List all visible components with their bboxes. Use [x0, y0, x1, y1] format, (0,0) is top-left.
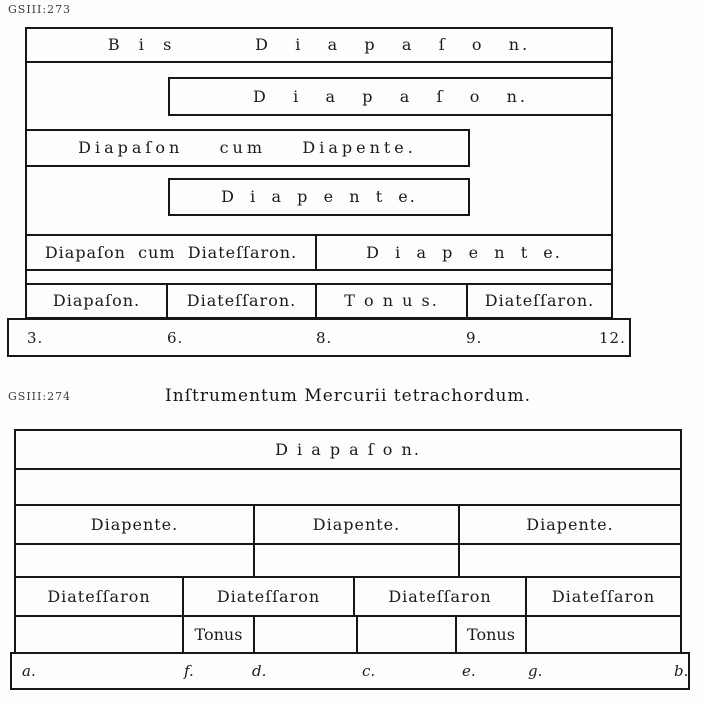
- fig1-box-diapente-upper: [168, 178, 470, 216]
- fig1-number-strip: [7, 318, 631, 357]
- fig1-diapason-label: D i a p a ſ o n.: [252, 86, 528, 106]
- fig1-box-bis-diapason: [25, 27, 613, 63]
- fig2-row-diapason: [16, 431, 680, 470]
- fig2-row-diapente: [16, 506, 680, 545]
- fig2-letter-strip: [10, 652, 690, 690]
- fig1-number-6: 6.: [167, 328, 184, 347]
- fig1-cell-diatessaron-1: [168, 285, 317, 317]
- fig2-letter-c: c.: [362, 662, 376, 680]
- fig1-cell-tonus-label: T o n u s.: [344, 291, 439, 310]
- fig1-row-sixth: [25, 283, 613, 319]
- fig1-cell-diatessaron-2: [468, 285, 611, 317]
- fig2-cell-diapente-2: [255, 506, 460, 543]
- fig2-row-empty-upper: [16, 470, 680, 506]
- fig1-box-diapason: [168, 77, 613, 116]
- fig2-letter-a: a.: [22, 662, 36, 680]
- fig2-letter-d: d.: [252, 662, 267, 680]
- figure1-outer-frame: [25, 27, 613, 319]
- fig2-letter-f: f.: [184, 662, 194, 680]
- fig2-empty-cell-1: [16, 545, 255, 576]
- fig2-row-diatessaron: [16, 578, 680, 617]
- fig1-box-diapason-cum-diapente: [25, 129, 470, 167]
- fig2-diatessaron-4-label: Diateſſaron: [551, 586, 656, 606]
- fig1-bis-diapason-label: B i s D i a p a ſ o n.: [107, 35, 531, 54]
- fig2-empty-cell-2: [255, 545, 460, 576]
- fig1-diapason-cum-diapente-label: Diapaſon cum Diapente.: [78, 138, 417, 157]
- figure2-table: [14, 429, 682, 655]
- fig2-cell-diatessaron-1: [16, 578, 184, 615]
- fig2-cell-diapente-1: [16, 506, 255, 543]
- fig2-diatessaron-2-label: Diateſſaron: [216, 586, 321, 606]
- fig1-cell-diapente-lower: [317, 236, 611, 269]
- fig2-cell-diatessaron-4: [527, 578, 680, 615]
- fig2-tonus-row-empty-4: [527, 617, 680, 653]
- fig1-cell-diatessaron-2-label: Diateſſaron.: [484, 291, 595, 310]
- fig1-cell-diapason-label: Diapaſon.: [52, 291, 141, 310]
- fig2-letter-b: b.: [674, 662, 689, 680]
- fig2-diatessaron-3-label: Diateſſaron: [388, 586, 492, 606]
- fig1-number-9: 9.: [466, 328, 483, 347]
- fig1-number-3: 3.: [27, 328, 44, 347]
- fig2-letter-e: e.: [462, 662, 476, 680]
- fig2-tonus-row-empty-3: [358, 617, 457, 653]
- fig2-letter-g: g.: [528, 662, 543, 680]
- figure2-ref-label: GSIII:274: [8, 390, 72, 403]
- fig2-cell-tonus-right: [457, 617, 527, 653]
- fig1-cell-diatessaron-1-label: Diateſſaron.: [186, 291, 297, 310]
- fig2-tonus-row-empty-1: [16, 617, 184, 653]
- fig2-tonus-right-label: Tonus: [467, 625, 515, 644]
- fig1-diapente-upper-label: D i a p e n t e.: [221, 187, 417, 206]
- fig2-diapente-3-label: Diapente.: [526, 514, 614, 534]
- fig2-cell-tonus-left: [184, 617, 255, 653]
- fig2-tonus-left-label: Tonus: [194, 625, 243, 644]
- fig1-number-8: 8.: [316, 328, 333, 347]
- fig1-number-12: 12.: [599, 328, 626, 347]
- fig2-cell-diatessaron-2: [184, 578, 355, 615]
- fig2-cell-diatessaron-3: [355, 578, 527, 615]
- fig2-diapente-2-label: Diapente.: [312, 514, 401, 534]
- fig2-diapason-label: D i a p a ſ o n.: [275, 439, 421, 459]
- fig1-cell-diapason: [27, 285, 168, 317]
- figure1-ref-label: GSIII:273: [8, 3, 72, 16]
- fig1-row-fifth: [25, 234, 613, 271]
- fig1-diapente-lower-label: D i a p e n t e.: [366, 242, 562, 262]
- fig1-diapason-cum-diatessaron-label: Diapaſon cum Diateſſaron.: [44, 242, 298, 262]
- fig2-cell-diapente-3: [460, 506, 680, 543]
- fig1-cell-diapason-cum-diatessaron: [27, 236, 317, 269]
- fig2-row-empty-lower: [16, 545, 680, 578]
- figure2-title: Inſtrumentum Mercurii tetrachordum.: [165, 386, 531, 406]
- fig2-diatessaron-1-label: Diateſſaron: [47, 586, 151, 606]
- fig2-row-tonus: [16, 617, 680, 653]
- fig2-tonus-row-empty-2: [255, 617, 358, 653]
- fig2-empty-cell-3: [460, 545, 680, 576]
- fig1-cell-tonus: [317, 285, 468, 317]
- fig2-diapente-1-label: Diapente.: [90, 514, 179, 534]
